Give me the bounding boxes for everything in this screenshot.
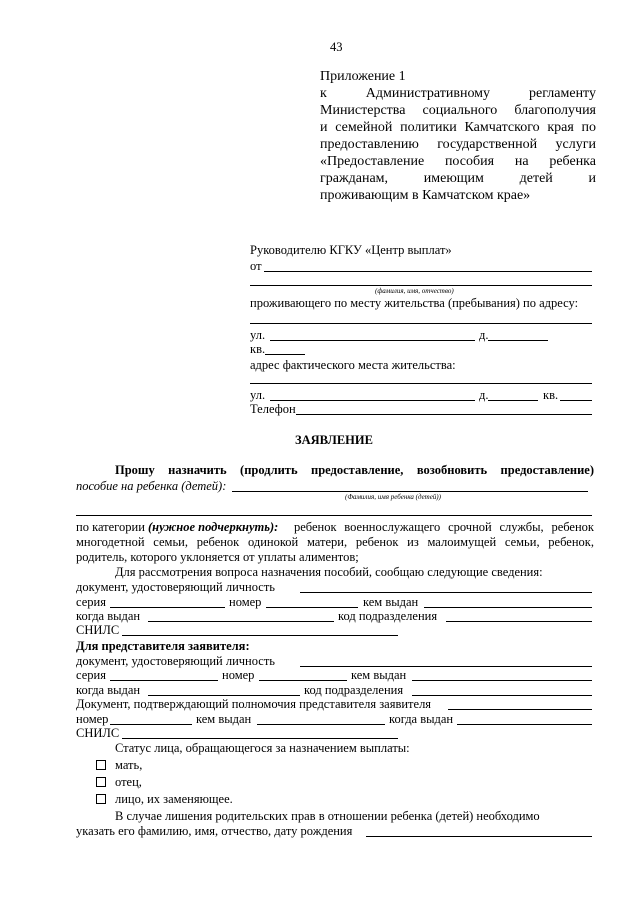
category-line2: многодетной семьи, ребенок одинокой матери, ребенок из малоимущей семьи, ребенок, <box>76 535 594 549</box>
child-name-field[interactable] <box>232 491 588 492</box>
benefit-label: пособие на ребенка (детей): <box>76 479 227 493</box>
apt-field-2[interactable] <box>560 400 592 401</box>
page-number: 43 <box>330 40 343 54</box>
residing-address-field[interactable] <box>250 323 592 324</box>
house-label-2: д. <box>479 388 489 402</box>
street-field[interactable] <box>270 340 475 341</box>
annex-line: предоставлению государственной услуги <box>320 137 596 152</box>
actual-address-field[interactable] <box>250 383 592 384</box>
rep-series-field[interactable] <box>110 680 218 681</box>
annex-line: к Административному регламенту <box>320 86 596 101</box>
category-line1-rest: ребенок военнослужащего срочной службы, ребенок <box>294 520 594 534</box>
rep-issued-when-label: когда выдан <box>76 683 141 697</box>
rep-series-label: серия <box>76 668 106 682</box>
annex-line: Министерства социального благополучия <box>320 103 596 118</box>
house-label: д. <box>479 328 489 342</box>
phone-field[interactable] <box>296 414 592 415</box>
addressee-to: Руководителю КГКУ «Центр выплат» <box>250 243 452 257</box>
category-note: (нужное подчеркнуть): <box>148 520 279 534</box>
rep-number-label: номер <box>222 668 255 682</box>
rep-issued-when2-field[interactable] <box>457 724 592 725</box>
rep-issued-by-field[interactable] <box>412 680 592 681</box>
annex-line: гражданам, имеющим детей и <box>320 171 596 186</box>
status-checkbox-mother[interactable] <box>96 760 106 770</box>
status-checkbox-father[interactable] <box>96 777 106 787</box>
fio-field[interactable] <box>264 271 592 272</box>
representative-header: Для представителя заявителя: <box>76 639 250 653</box>
phone-label: Телефон <box>250 402 296 416</box>
applicant-issued-by-label: кем выдан <box>363 595 419 609</box>
applicant-snils-field[interactable] <box>122 635 398 636</box>
applicant-snils-label: СНИЛС <box>76 623 120 637</box>
annex-line: проживающим в Камчатском крае» <box>320 188 531 203</box>
status-option-mother: мать, <box>115 758 143 772</box>
residing-label: проживающего по месту жительства (пребывания) по адресу: <box>250 296 579 310</box>
actual-address-label: адрес фактического места жительства: <box>250 358 456 372</box>
applicant-issued-by-field[interactable] <box>424 607 592 608</box>
rep-issued-by-label: кем выдан <box>351 668 407 682</box>
rep-issued-when-field[interactable] <box>148 695 300 696</box>
addressee-from-label: от <box>250 259 262 273</box>
apt-label: кв. <box>250 342 266 356</box>
deprivation-line2: указать его фамилию, имя, отчество, дату рождения <box>76 824 353 838</box>
deprivation-field[interactable] <box>366 836 592 837</box>
info-intro: Для рассмотрения вопроса назначения пособий, сообщаю следующие сведения: <box>115 565 543 579</box>
category-label <box>76 520 278 534</box>
applicant-issued-when-field[interactable] <box>148 621 334 622</box>
applicant-number-field[interactable] <box>266 607 358 608</box>
request-line: Прошу назначить (продлить предоставление, возобновить предоставление) <box>115 463 594 477</box>
annex-line: Приложение 1 <box>320 69 406 84</box>
rep-authority-doc-field[interactable] <box>448 709 592 710</box>
applicant-number-label: номер <box>229 595 262 609</box>
rep-snils-label: СНИЛС <box>76 726 120 740</box>
deprivation-line1: В случае лишения родительских прав в отношении ребенка (детей) необходимо <box>115 809 540 823</box>
apt-field[interactable] <box>265 354 305 355</box>
street-label-2: ул. <box>250 388 266 402</box>
status-option-father: отец, <box>115 775 142 789</box>
status-option-guardian: лицо, их заменяющее. <box>115 792 233 806</box>
applicant-division-field[interactable] <box>446 621 592 622</box>
document-title: ЗАЯВЛЕНИЕ <box>295 433 373 447</box>
status-label <box>115 741 410 755</box>
fio-field-2[interactable] <box>250 285 592 286</box>
rep-division-label: код подразделения <box>304 683 404 697</box>
rep-issued-by2-label: кем выдан <box>196 712 252 726</box>
applicant-doc-label: документ, удостоверяющий личность <box>76 580 276 594</box>
rep-division-field[interactable] <box>412 695 592 696</box>
house-field[interactable] <box>488 340 548 341</box>
applicant-division-label: код подразделения <box>338 609 438 623</box>
annex-line: «Предоставление пособия на ребенка <box>320 154 596 169</box>
category-line3: родитель, которого уклоняется от уплаты алиментов; <box>76 550 359 564</box>
apt-label-2: кв. <box>543 388 559 402</box>
applicant-doc-field[interactable] <box>300 592 592 593</box>
rep-issued-when2-label: когда выдан <box>389 712 454 726</box>
fio-hint: (фамилия, имя, отчество) <box>375 287 454 295</box>
rep-number2-label: номер <box>76 712 109 726</box>
category-text: по категории <box>76 520 145 534</box>
rep-doc-label: документ, удостоверяющий личность <box>76 654 276 668</box>
house-field-2[interactable] <box>488 400 538 401</box>
street-field-2[interactable] <box>270 400 475 401</box>
rep-issued-by2-field[interactable] <box>257 724 385 725</box>
rep-doc-field[interactable] <box>300 666 592 667</box>
applicant-issued-when-label: когда выдан <box>76 609 141 623</box>
annex-block <box>320 68 596 204</box>
street-label: ул. <box>250 328 266 342</box>
rep-snils-field[interactable] <box>122 738 398 739</box>
applicant-series-label: серия <box>76 595 106 609</box>
annex-line: и семейной политики Камчатского края по <box>320 120 596 135</box>
status-label-text: Статус лица, обращающегося за назначением выплаты: <box>115 741 410 755</box>
applicant-series-field[interactable] <box>110 607 225 608</box>
status-checkbox-guardian[interactable] <box>96 794 106 804</box>
child-name-field-2[interactable] <box>76 515 592 516</box>
rep-authority-doc-label: Документ, подтверждающий полномочия представителя заявителя <box>76 697 432 711</box>
child-hint: (Фамилия, имя ребенка (детей)) <box>345 493 441 501</box>
rep-number2-field[interactable] <box>110 724 192 725</box>
rep-number-field[interactable] <box>259 680 347 681</box>
